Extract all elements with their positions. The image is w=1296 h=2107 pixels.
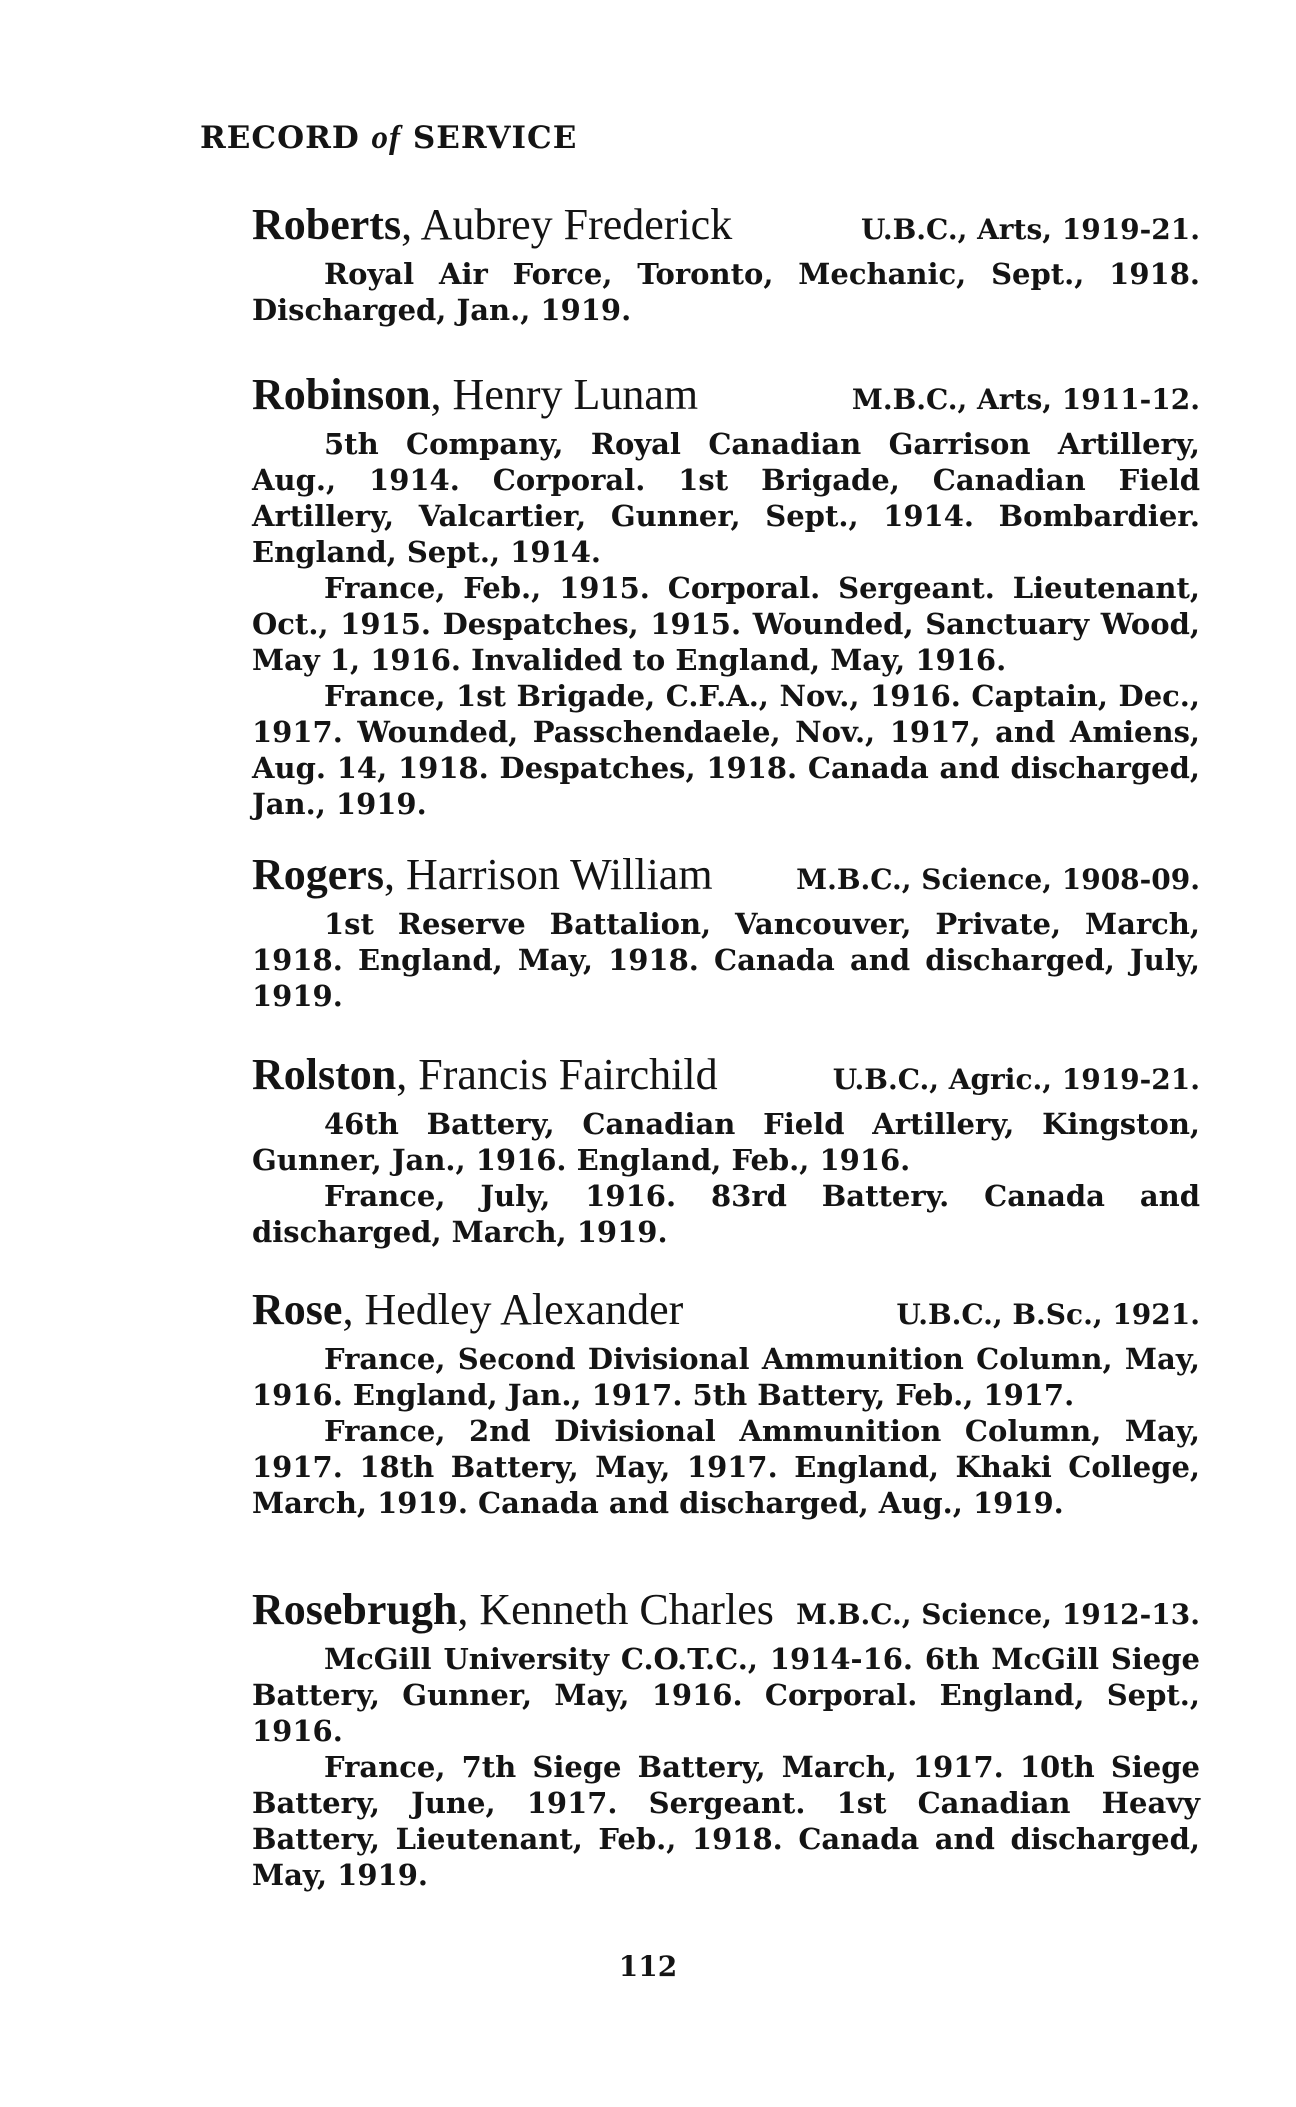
entry-heading: [252, 1585, 1200, 1641]
given-names: , Aubrey Frederick: [401, 200, 733, 249]
surname: Roberts: [252, 200, 402, 249]
service-entry: [252, 1585, 1200, 1893]
surname: Rolston: [252, 1050, 397, 1099]
person-name: [252, 849, 713, 900]
service-entry: [252, 200, 1200, 328]
person-name: [252, 1584, 774, 1635]
surname: Rogers: [252, 850, 384, 899]
service-entry: [252, 1050, 1200, 1250]
college-record: U.B.C., B.Sc., 1921.: [896, 1298, 1200, 1331]
service-paragraph: France, July, 1916. 83rd Battery. Canada and discharged, March, 1919.: [252, 1179, 1200, 1249]
given-names: , Francis Fairchild: [396, 1050, 718, 1099]
service-paragraph: 1st Reserve Battalion, Vancouver, Private, March, 1918. England, May, 1918. Canada and discharged, July, 1919.: [252, 907, 1200, 1013]
running-head: [200, 120, 577, 157]
college-record: M.B.C., Arts, 1911-12.: [851, 383, 1200, 416]
running-head-of: of: [371, 120, 402, 156]
person-name: [252, 1284, 683, 1335]
service-paragraph: France, 2nd Divisional Ammunition Column, May, 1917. 18th Battery, May, 1917. England, Khaki College, March, 1919. Canada and discharged, Aug., 1919.: [252, 1414, 1200, 1520]
given-names: , Harrison William: [383, 850, 713, 899]
entry-heading: [252, 1285, 1200, 1341]
service-paragraph: France, Feb., 1915. Corporal. Sergeant. Lieutenant, Oct., 1915. Despatches, 1915. Wounded, Sanctuary Wood, May 1, 1916. Invalided to England, May, 1916.: [252, 571, 1200, 677]
service-paragraph: France, 1st Brigade, C.F.A., Nov., 1916. Captain, Dec., 1917. Wounded, Passchendaele, Nov., 1917, and Amiens, Aug. 14, 1918. Despatches, 1918. Canada and discharged, Jan., 1919.: [252, 679, 1200, 821]
college-record: M.B.C., Science, 1912-13.: [796, 1598, 1200, 1631]
person-name: [252, 369, 698, 420]
entry-heading: [252, 370, 1200, 426]
service-entry: [252, 850, 1200, 1014]
service-entry: [252, 1285, 1200, 1521]
service-paragraph: 46th Battery, Canadian Field Artillery, Kingston, Gunner, Jan., 1916. England, Feb., 1916.: [252, 1107, 1200, 1177]
service-paragraph: Royal Air Force, Toronto, Mechanic, Sept., 1918. Discharged, Jan., 1919.: [252, 257, 1200, 327]
person-name: [252, 199, 732, 250]
service-entry: [252, 370, 1200, 822]
entry-heading: [252, 850, 1200, 906]
running-head-service: SERVICE: [412, 120, 578, 156]
given-names: , Hedley Alexander: [342, 1285, 684, 1334]
entry-heading: [252, 1050, 1200, 1106]
college-record: M.B.C., Science, 1908-09.: [796, 863, 1200, 896]
entry-heading: [252, 200, 1200, 256]
given-names: , Henry Lunam: [430, 370, 699, 419]
college-record: U.B.C., Agric., 1919-21.: [832, 1063, 1200, 1096]
service-paragraph: McGill University C.O.T.C., 1914-16. 6th McGill Siege Battery, Gunner, May, 1916. Corporal. England, Sept., 1916.: [252, 1642, 1200, 1748]
surname: Rosebrugh: [252, 1585, 458, 1634]
college-record: U.B.C., Arts, 1919-21.: [861, 213, 1200, 246]
person-name: [252, 1049, 718, 1100]
surname: Robinson: [252, 370, 431, 419]
service-paragraph: France, 7th Siege Battery, March, 1917. 10th Siege Battery, June, 1917. Sergeant. 1st Canadian Heavy Battery, Lieutenant, Feb., 1918. Canada and discharged, May, 1919.: [252, 1750, 1200, 1892]
page-number: 112: [618, 1950, 678, 1983]
service-paragraph: France, Second Divisional Ammunition Column, May, 1916. England, Jan., 1917. 5th Battery, Feb., 1917.: [252, 1342, 1200, 1412]
running-head-record: RECORD: [200, 120, 360, 156]
service-paragraph: 5th Company, Royal Canadian Garrison Artillery, Aug., 1914. Corporal. 1st Brigade, Canadian Field Artillery, Valcartier, Gunner, Sept., 1914. Bombardier. England, Sept., 1914.: [252, 427, 1200, 569]
surname: Rose: [252, 1285, 343, 1334]
given-names: , Kenneth Charles: [457, 1585, 774, 1634]
